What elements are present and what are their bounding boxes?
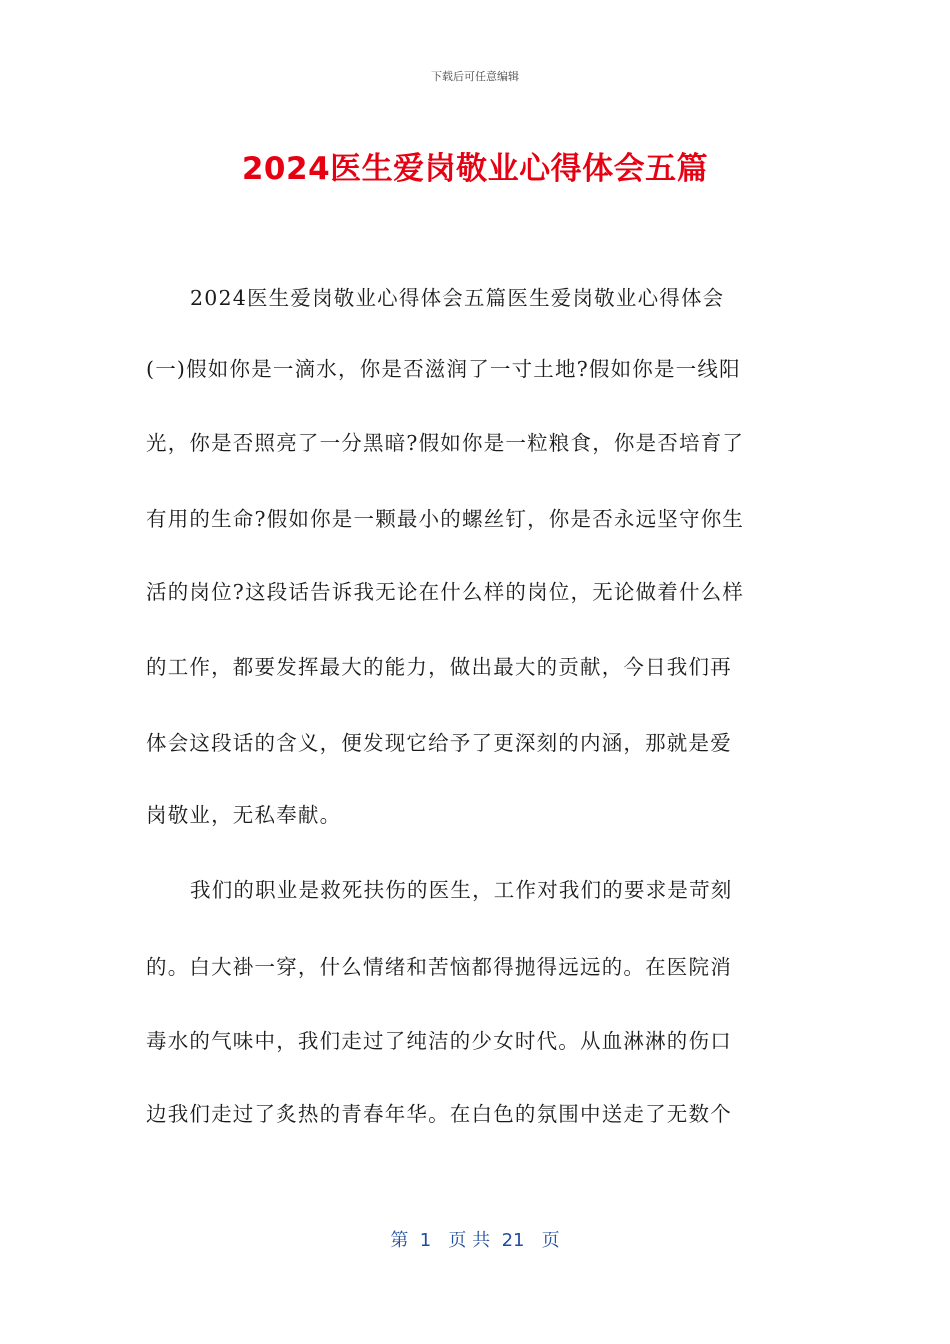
paragraph-line: (一)假如你是一滴水，你是否滋润了一寸土地?假如你是一线阳 [146, 357, 741, 381]
paragraph-line: 的。白大褂一穿，什么情绪和苦恼都得抛得远远的。在医院消 [146, 955, 732, 979]
paragraph-line: 体会这段话的含义，便发现它给予了更深刻的内涵，那就是爱 [146, 731, 732, 755]
paragraph-line: 的工作，都要发挥最大的能力，做出最大的贡献，今日我们再 [146, 655, 732, 679]
paragraph-line: 光，你是否照亮了一分黑暗?假如你是一粒粮食，你是否培育了 [146, 431, 745, 455]
paragraph-line: 活的岗位?这段话告诉我无论在什么样的岗位，无论做着什么样 [146, 580, 745, 604]
header-note: 下载后可任意编辑 [431, 70, 519, 83]
page-number-footer: 第 1 页 共 21 页 [390, 1230, 560, 1251]
paragraph-line: 我们的职业是救死扶伤的医生，工作对我们的要求是苛刻 [190, 878, 733, 902]
document-title: 2024医生爱岗敬业心得体会五篇 [241, 151, 709, 187]
paragraph-line: 边我们走过了炙热的青春年华。在白色的氛围中送走了无数个 [146, 1102, 732, 1126]
paragraph-line: 有用的生命?假如你是一颗最小的螺丝钉，你是否永远坚守你生 [146, 507, 745, 531]
paragraph-line: 岗敬业，无私奉献。 [146, 803, 342, 827]
paragraph-line: 2024医生爱岗敬业心得体会五篇医生爱岗敬业心得体会 [190, 286, 725, 310]
paragraph-line: 毒水的气味中，我们走过了纯洁的少女时代。从血淋淋的伤口 [146, 1029, 732, 1053]
